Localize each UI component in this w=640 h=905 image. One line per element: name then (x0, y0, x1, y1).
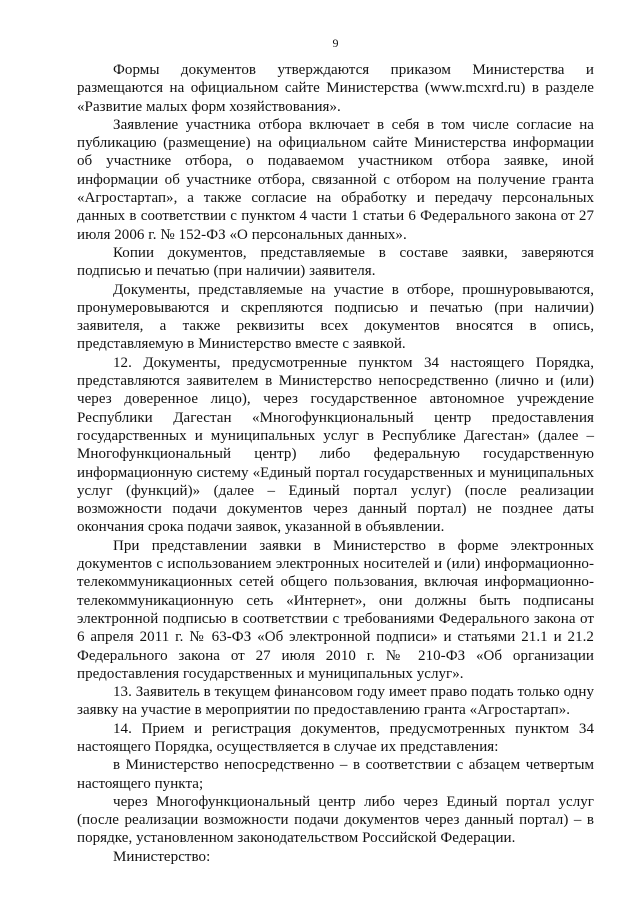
paragraph-ministry-direct: в Министерство непосредственно – в соответствии с абзацем четвертым настоящего пункта; (77, 757, 594, 792)
paragraph-application-consent: Заявление участника отбора включает в себя в том числе согласие на публикацию (размещение) на официальном сайте Министерства информации об участнике отбора, о подаваемом участником отбора заявке, иной информации об участнике отбора, связанной с отбором на получение гранта «Агростартап», а также согласие на обработку и передачу персональных данных в соответствии с пунктом 4 части 1 статьи 6 Федерального закона от 27 июля 2006 г. № 152-ФЗ «О персональных данных». (77, 116, 594, 243)
paragraph-item-13: 13. Заявитель в текущем финансовом году имеет право подать только одну заявку на участие в мероприятии по предоставлению гранта «Агростартап». (77, 684, 595, 719)
paragraph-forms-approval: Формы документов утверждаются приказом Министерства и размещаются на официальном сайте Министерства (www.mcxrd.ru) в разделе «Развитие малых форм хозяйствования». (77, 62, 594, 115)
paragraph-electronic-submission: При представлении заявки в Министерство в форме электронных документов с использованием электронных носителей и (или) информационно-телекоммуникационных сетей общего пользования, включая информационно-телекоммуникационную сеть «Интернет», они должны быть подписаны электронной подписью в соответствии с требованиями Федерального закона от 6 апреля 2011 г. № 63-ФЗ «Об электронной подписи» и статьями 21.1 и 21.2 Федерального закона от 27 июля 2010 г. № 210-ФЗ «Об организации предоставления государственных и муниципальных услуг». (77, 537, 594, 682)
paragraph-item-12: 12. Документы, предусмотренные пунктом 34 настоящего Порядка, представляются заявителем в Министерство непосредственно (лично и (или) через доверенное лицо), через государственное автономное учреждение Республики Дагестан «Многофункциональный центр предоставления государственных и муниципальных услуг в Республике Дагестан» (далее – Многофункциональный центр) либо федеральную государственную информационную систему «Единый портал государственных и муниципальных услуг (функций)» (далее – Единый портал услуг) (после реализации возможности подачи документов через данный портал) не позднее даты окончания срока подачи заявок, указанной в объявлении. (77, 354, 594, 536)
document-body (77, 61, 594, 866)
paragraph-item-14: 14. Прием и регистрация документов, предусмотренных пунктом 34 настоящего Порядка, осуществляется в случае их представления: (77, 720, 594, 755)
paragraph-mfc-portal: через Многофункциональный центр либо через Единый портал услуг (после реализации возможности подачи документов через данный портал) – в порядке, установленном законодательством Российской Федерации. (77, 793, 594, 847)
paragraph-copies-certification: Копии документов, представляемые в составе заявки, заверяются подписью и печатью (при наличии) заявителя. (77, 244, 594, 280)
paragraph-ministry-label: Министерство: (113, 848, 211, 865)
paragraph-documents-binding: Документы, представляемые на участие в отборе, прошнуровываются, пронумеровываются и скрепляются подписью и печатью (при наличии) заявителя, а также реквизиты всех документов вносятся в опись, представляемую в Министерство вместе с заявкой. (77, 281, 594, 353)
page-number: 9 (332, 36, 339, 50)
